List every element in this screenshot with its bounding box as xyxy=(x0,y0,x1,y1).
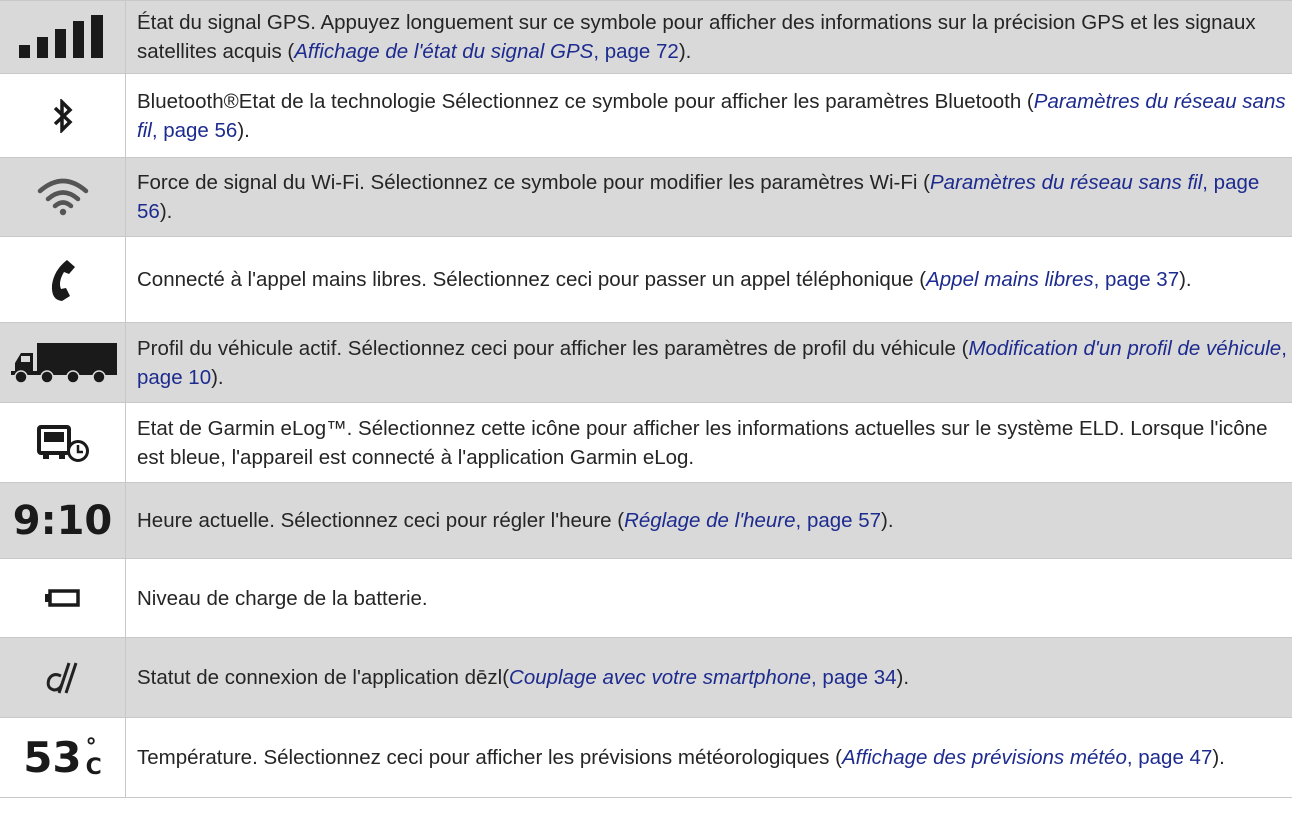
battery-icon xyxy=(0,559,126,637)
table-row xyxy=(0,483,1292,559)
table-row xyxy=(0,323,1292,403)
cross-reference-link[interactable]: Paramètres du réseau sans fil xyxy=(929,171,1203,194)
cross-reference-link[interactable]: Affichage des prévisions météo xyxy=(841,746,1127,769)
wifi-icon xyxy=(0,158,126,236)
row-description: Force de signal du Wi-Fi. Sélectionnez ce symbole pour modifier les paramètres Wi-Fi (Paramètres du réseau sans fil, page 56). xyxy=(137,171,1260,223)
table-row xyxy=(0,559,1292,638)
cross-reference-link[interactable]: Appel mains libres xyxy=(926,268,1094,291)
row-description: État du signal GPS. Appuyez longuement sur ce symbole pour afficher des informations sur la précision GPS et les signaux satellites acquis (Affichage de l'état du signal GPS, page 72). xyxy=(137,11,1256,63)
temperature-display: 53 ° C xyxy=(0,718,126,797)
cross-reference-link[interactable]: Affichage de l'état du signal GPS xyxy=(294,40,594,63)
row-description: Connecté à l'appel mains libres. Sélectionnez ceci pour passer un appel téléphonique (Appel mains libres, page 37). xyxy=(137,268,1192,291)
cross-reference-link[interactable]: Modification d'un profil de véhicule xyxy=(968,336,1282,360)
table-row xyxy=(0,638,1292,718)
table-row xyxy=(0,1,1292,74)
bluetooth-icon xyxy=(0,74,126,157)
gps-signal-icon xyxy=(0,1,126,73)
row-description: Température. Sélectionnez ceci pour afficher les prévisions météorologiques (Affichage des prévisions météo, page 47). xyxy=(137,746,1225,769)
row-description: Etat de Garmin eLog™. Sélectionnez cette icône pour afficher les informations actuelles sur le système ELD. Lorsque l'icône est bleue, l'appareil est connecté à l'application Garmin eLog. xyxy=(137,416,1268,469)
phone-icon xyxy=(0,237,126,322)
table-row xyxy=(0,158,1292,237)
row-description: Bluetooth®Etat de la technologie Sélectionnez ce symbole pour afficher les paramètres Bluetooth (Paramètres du réseau sans fil, page 56). xyxy=(137,89,1286,142)
row-description: Heure actuelle. Sélectionnez ceci pour régler l'heure (Réglage de l'heure, page 57). xyxy=(137,509,894,532)
dezl-app-icon xyxy=(0,638,126,717)
table-row xyxy=(0,718,1292,798)
cross-reference-link[interactable]: Paramètres du réseau sans fil xyxy=(137,89,1286,142)
table-row xyxy=(0,237,1292,323)
time-display: 9:10 xyxy=(0,483,126,558)
truck-icon xyxy=(0,323,126,402)
row-description: Niveau de charge de la batterie. xyxy=(137,586,428,610)
row-description: Profil du véhicule actif. Sélectionnez ceci pour afficher les paramètres de profil du véhicule (Modification d'un profil de véhicule, page 10). xyxy=(137,336,1287,389)
cross-reference-link[interactable]: Couplage avec votre smartphone xyxy=(509,666,812,689)
table-row xyxy=(0,74,1292,158)
table-row xyxy=(0,403,1292,483)
elog-icon xyxy=(0,403,126,482)
row-description: Statut de connexion de l'application dēzl(Couplage avec votre smartphone, page 34). xyxy=(137,666,910,689)
cross-reference-link[interactable]: Réglage de l'heure xyxy=(624,509,796,532)
